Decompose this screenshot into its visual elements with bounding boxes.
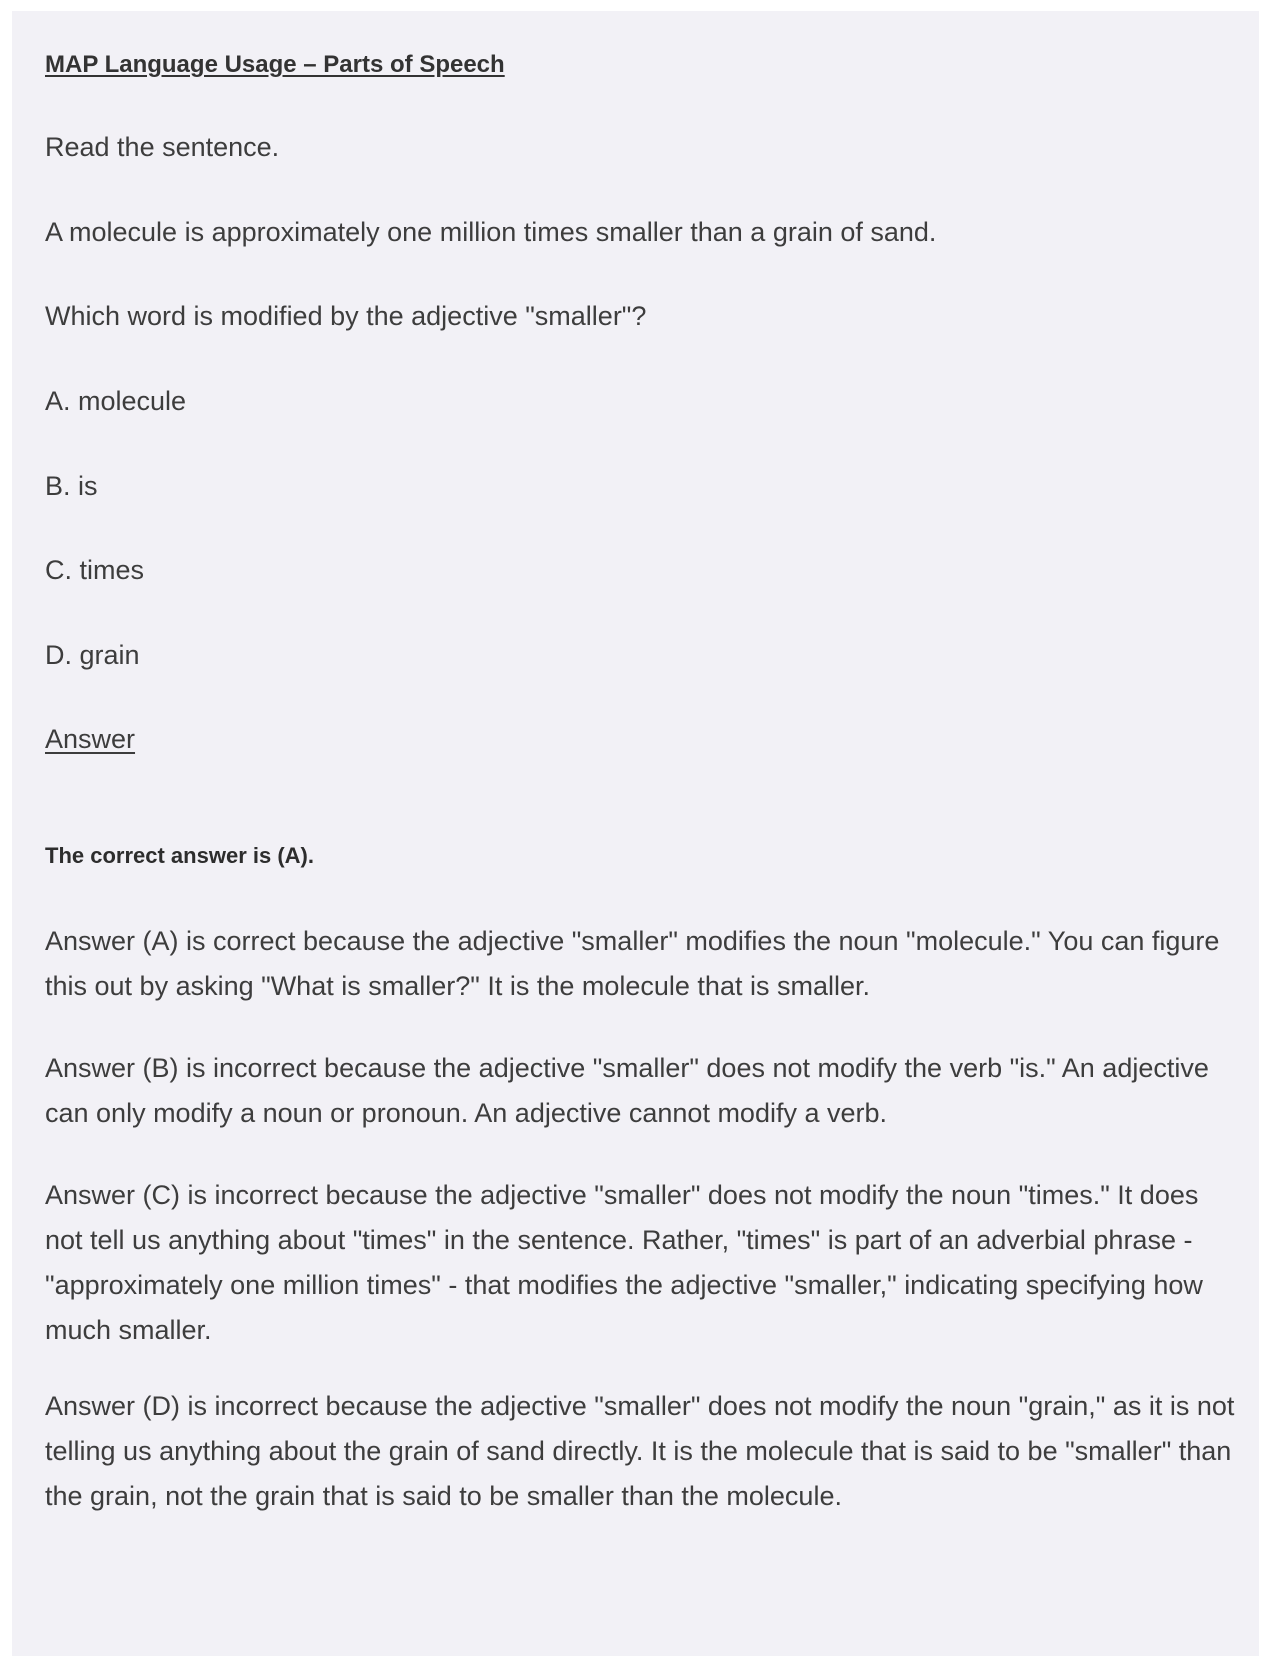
instruction-text: Read the sentence. [45,132,280,162]
option-a: A. molecule [45,386,187,416]
explanation-b: Answer (B) is incorrect because the adjective "smaller" does not modify the verb "is." An adjective can only modify a noun or pronoun. An adjective cannot modify a verb. [45,1053,1209,1128]
question-sentence: A molecule is approximately one million times smaller than a grain of sand. [45,217,937,247]
page-title[interactable]: MAP Language Usage – Parts of Speech [45,51,505,78]
option-b: B. is [45,471,98,501]
question-card [12,11,1259,1656]
option-c: C. times [45,555,145,585]
question-prompt: Which word is modified by the adjective "smaller"? [45,301,647,331]
explanation-c: Answer (C) is incorrect because the adjective "smaller" does not modify the noun "times." It does not tell us anything about "times" in the sentence. Rather, "times" is part of an adverbial phrase - "approximately one million times" - that modifies the adjective "smaller," indicating specifying how much smaller. [45,1180,1203,1345]
explanation-d: Answer (D) is incorrect because the adjective "smaller" does not modify the noun "grain," as it is not telling us anything about the grain of sand directly. It is the molecule that is said to be "smaller" than the grain, not the grain that is said to be smaller than the molecule. [45,1391,1235,1511]
explanation-a: Answer (A) is correct because the adjective "smaller" modifies the noun "molecule." You can figure this out by asking "What is smaller?" It is the molecule that is smaller. [45,926,1220,1001]
option-d: D. grain [45,640,140,670]
answer-toggle-link[interactable]: Answer [45,724,136,754]
correct-answer-heading: The correct answer is (A). [45,843,314,868]
